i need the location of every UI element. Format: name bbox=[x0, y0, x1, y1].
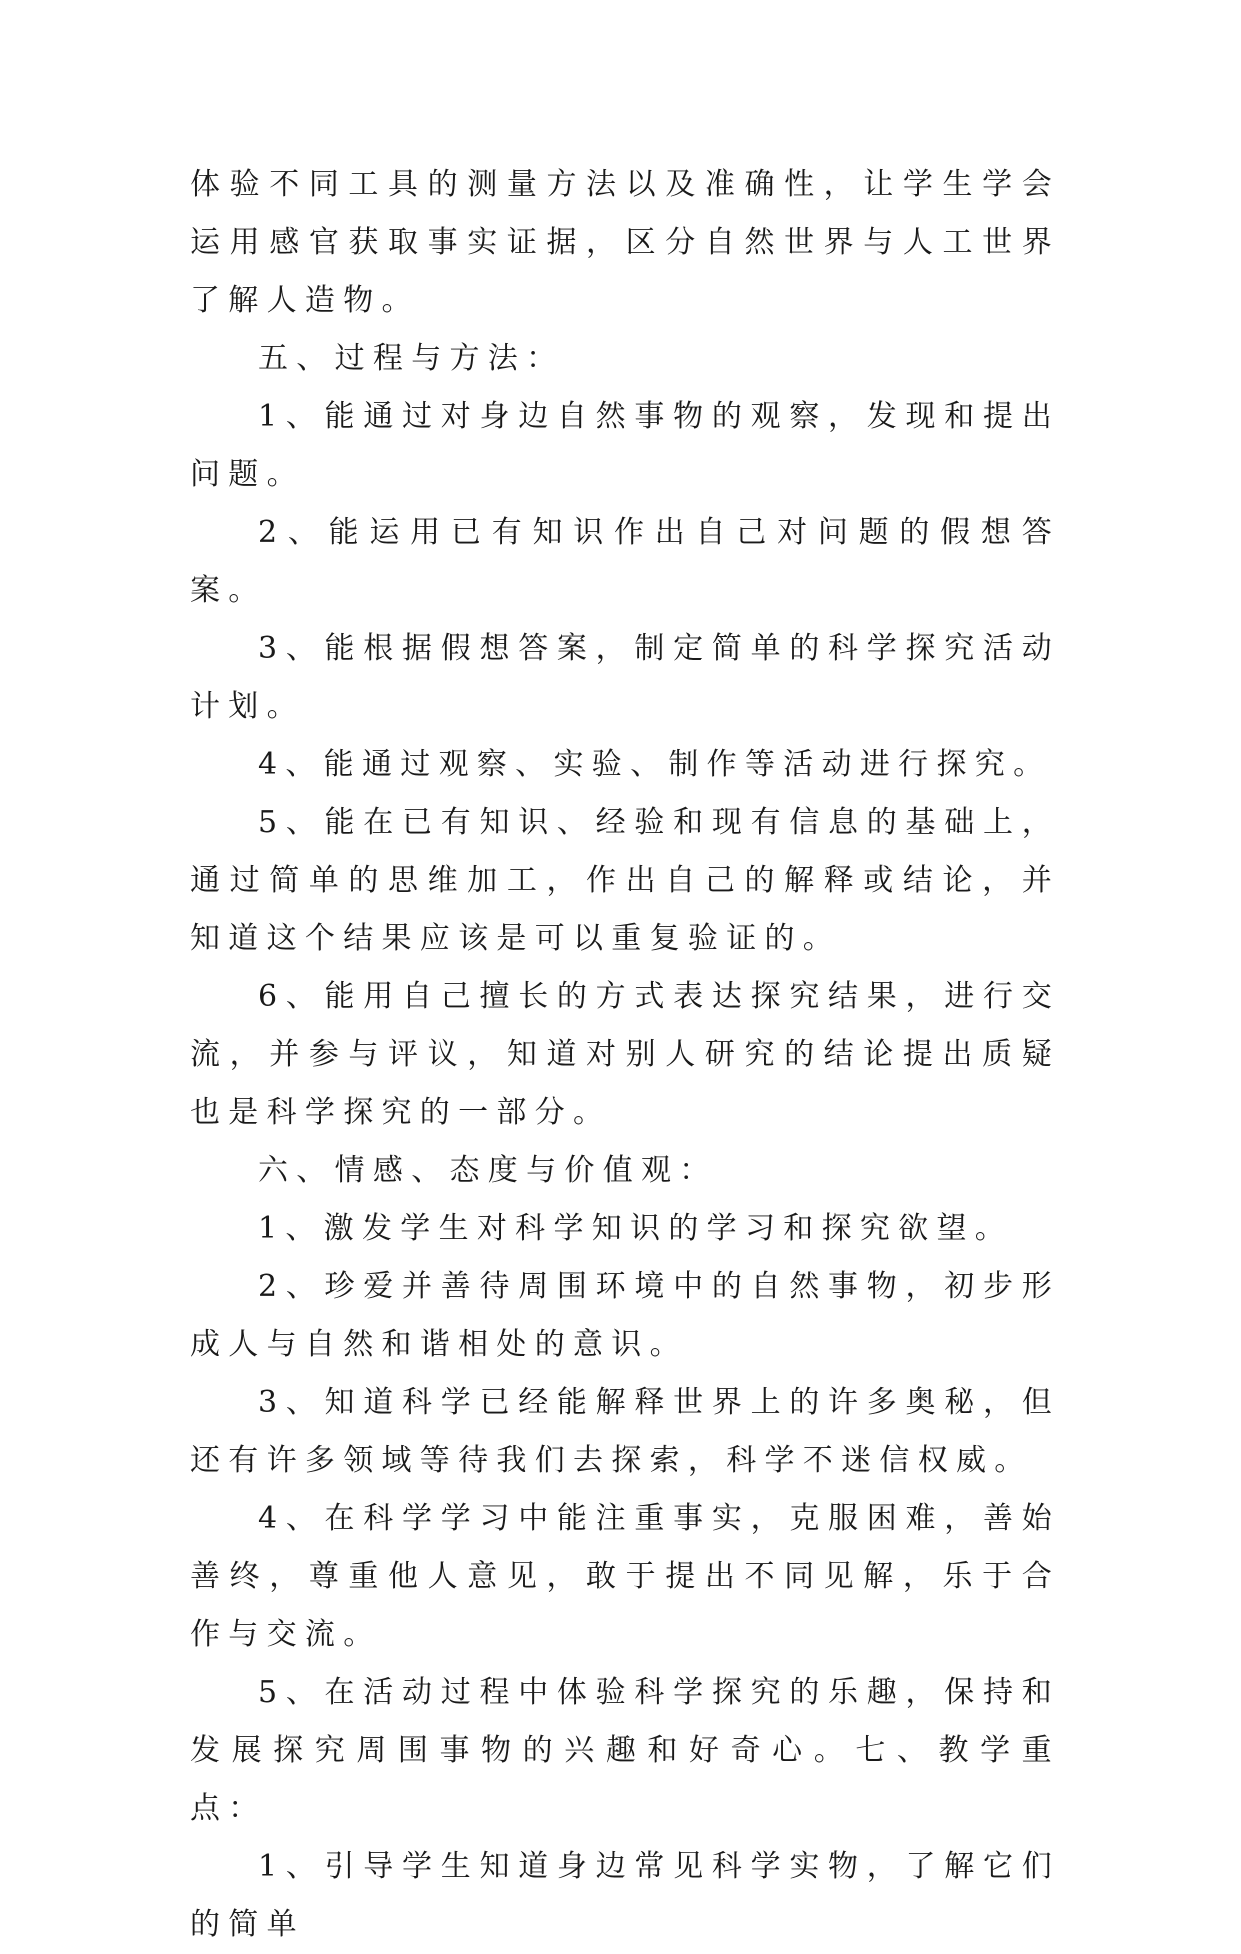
list-item: 1、引导学生知道身边常见科学实物，了解它们的简单 bbox=[190, 1849, 1060, 1942]
section-heading: 五、过程与方法： bbox=[258, 341, 565, 376]
paragraph: 体验不同工具的测量方法以及准确性，让学生学会运用感官获取事实证据，区分自然世界与人工世界了解人造物。 bbox=[190, 167, 1060, 318]
list-item: 5、能在已有知识、经验和现有信息的基础上，通过简单的思维加工，作出自己的解释或结论，并知道这个结果应该是可以重复验证的。 bbox=[190, 805, 1060, 956]
list-item: 2、能运用已有知识作出自己对问题的假想答案。 bbox=[190, 515, 1060, 608]
list-item: 2、珍爱并善待周围环境中的自然事物，初步形成人与自然和谐相处的意识。 bbox=[190, 1269, 1060, 1362]
list-item: 4、能通过观察、实验、制作等活动进行探究。 bbox=[258, 747, 1052, 782]
section-heading: 六、情感、态度与价值观： bbox=[258, 1153, 718, 1188]
list-item: 4、在科学学习中能注重事实，克服困难，善始善终，尊重他人意见，敢于提出不同见解，乐于合作与交流。 bbox=[190, 1501, 1060, 1652]
document-body bbox=[190, 156, 1060, 1954]
list-item: 6、能用自己擅长的方式表达探究结果，进行交流，并参与评议，知道对别人研究的结论提出质疑也是科学探究的一部分。 bbox=[190, 979, 1060, 1130]
list-item: 5、在活动过程中体验科学探究的乐趣，保持和发展探究周围事物的兴趣和好奇心。七、教学重点： bbox=[190, 1675, 1060, 1826]
list-item: 1、激发学生对科学知识的学习和探究欲望。 bbox=[258, 1211, 1014, 1246]
list-item: 1、能通过对身边自然事物的观察，发现和提出问题。 bbox=[190, 399, 1060, 492]
list-item: 3、能根据假想答案，制定简单的科学探究活动计划。 bbox=[190, 631, 1060, 724]
list-item: 3、知道科学已经能解释世界上的许多奥秘，但还有许多领域等待我们去探索，科学不迷信权威。 bbox=[190, 1385, 1060, 1478]
